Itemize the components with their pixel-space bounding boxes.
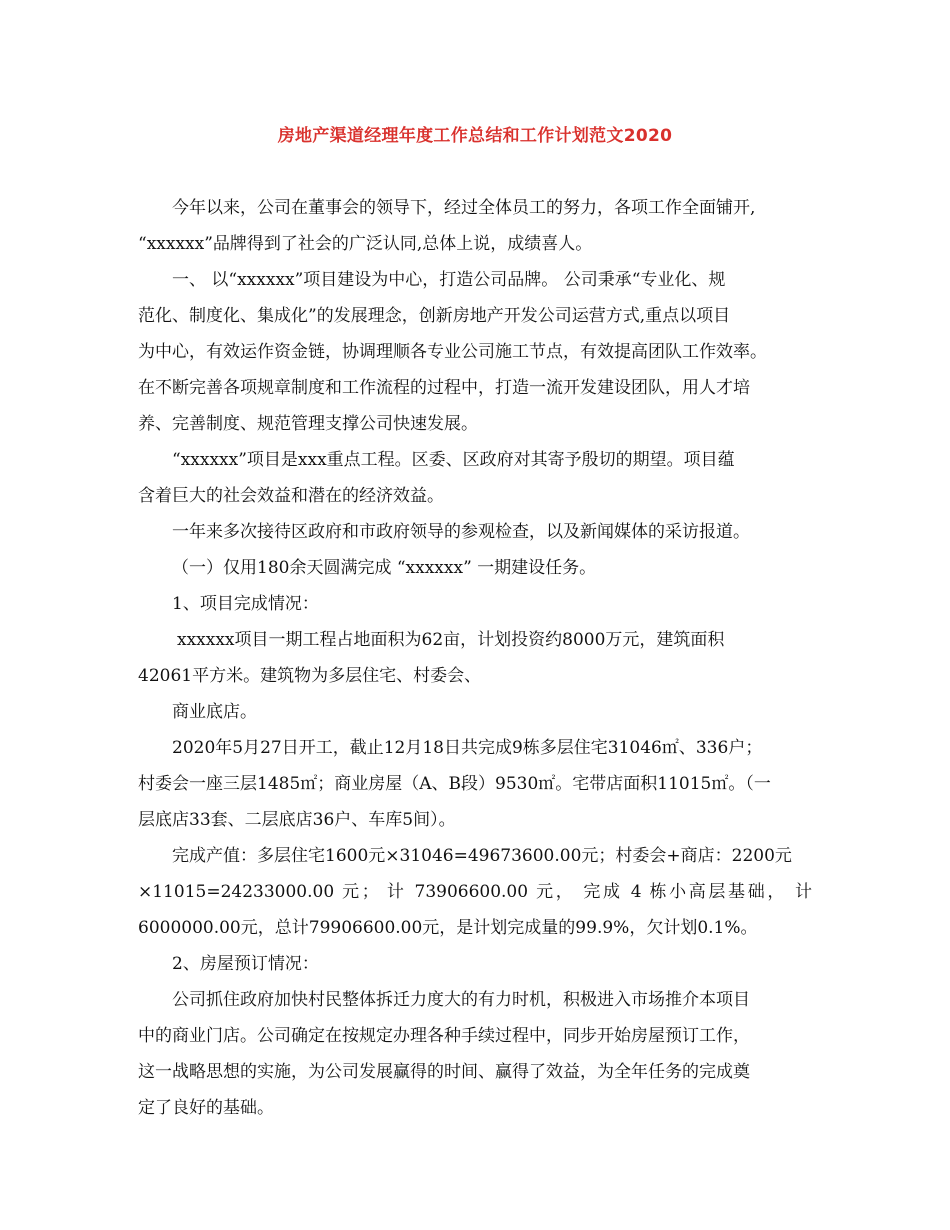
text-line: 一年来多次接待区政府和市政府领导的参观检查，以及新闻媒体的采访报道。 xyxy=(172,522,750,542)
text-line: 完成产值：多层住宅1600元×31046=49673600.00元；村委会+商店：2200元 xyxy=(172,846,792,866)
text-line: 1、项目完成情况： xyxy=(172,594,319,614)
text-line: 中的商业门店。公司确定在按规定办理各种手续过程中，同步开始房屋预订工作， xyxy=(138,1026,750,1046)
text-line: 在不断完善各项规章制度和工作流程的过程中，打造一流开发建设团队，用人才培 xyxy=(138,378,750,398)
document-title: 房地产渠道经理年度工作总结和工作计划范文2020 xyxy=(277,126,673,146)
text-line: 公司抓住政府加快村民整体拆迁力度大的有力时机，积极进入市场推介本项目 xyxy=(172,990,750,1010)
text-line: “xxxxxx”品牌得到了社会的广泛认同,总体上说，成绩喜人。 xyxy=(138,234,593,254)
text-line: 2020年5月27日开工，截止12月18日共完成9栋多层住宅31046㎡、336户； xyxy=(172,738,763,758)
text-line: 商业底店。 xyxy=(172,702,257,722)
text-line: （一）仅用180余天圆满完成 “xxxxxx” 一期建设任务。 xyxy=(172,558,597,578)
text-line: 村委会一座三层1485㎡；商业房屋（A、B段）9530㎡。宅带店面积11015㎡。（一 xyxy=(138,774,771,794)
text-line: 范化、制度化、集成化”的发展理念，创新房地产开发公司运营方式,重点以项目 xyxy=(138,306,731,326)
text-line: 含着巨大的社会效益和潜在的经济效益。 xyxy=(138,486,444,506)
text-line: 今年以来，公司在董事会的领导下，经过全体员工的努力，各项工作全面铺开, xyxy=(172,198,756,218)
text-line: xxxxxx项目一期工程占地面积为62亩，计划投资约8000万元，建筑面积 xyxy=(177,630,725,650)
text-line: 一、 以“xxxxxx”项目建设为中心，打造公司品牌。 公司秉承“专业化、规 xyxy=(172,270,726,290)
text-line: 为中心，有效运作资金链，协调理顺各专业公司施工节点，有效提高团队工作效率。 xyxy=(138,342,767,362)
text-line: 层底店33套、二层底店36户、车库5间）。 xyxy=(138,810,456,830)
text-line: 这一战略思想的实施，为公司发展赢得的时间、赢得了效益，为全年任务的完成奠 xyxy=(138,1062,750,1082)
text-line: “xxxxxx”项目是xxx重点工程。区委、区政府对其寄予殷切的期望。项目蕴 xyxy=(172,450,735,470)
text-line: ×11015=24233000.00 元； 计 73906600.00 元， 完成 4 栋小高层基础， 计 xyxy=(138,882,812,902)
text-line: 6000000.00元，总计79906600.00元，是计划完成量的99.9%，欠计划0.1%。 xyxy=(138,918,758,938)
text-line: 42061平方米。建筑物为多层住宅、村委会、 xyxy=(138,666,482,686)
text-line: 定了良好的基础。 xyxy=(138,1098,274,1118)
text-line: 养、完善制度、规范管理支撑公司快速发展。 xyxy=(138,414,478,434)
text-line: 2、房屋预订情况： xyxy=(172,954,319,974)
